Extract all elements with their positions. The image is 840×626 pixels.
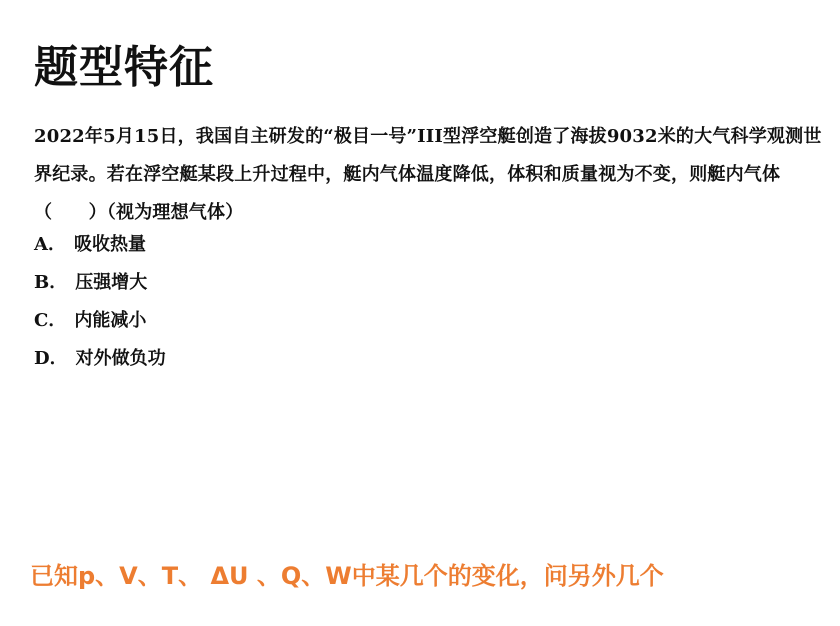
slide-title: 题型特征 bbox=[34, 42, 214, 93]
question-stem bbox=[34, 118, 824, 232]
option-letter: A． bbox=[34, 234, 66, 255]
option-a bbox=[34, 226, 166, 264]
option-c bbox=[34, 302, 166, 340]
footer-prompt: 已知p、V、T、 ΔU 、Q、W中某几个的变化，问另外几个 bbox=[30, 562, 664, 590]
option-text: 对外做负功 bbox=[75, 348, 166, 369]
question-text: 2022年5月15日，我国自主研发的“极目一号”III型浮空艇创造了海拔9032米的大气科学观测世界纪录。若在浮空艇某段上升过程中，艇内气体温度降低，体积和质量视为不变，则艇内气体（ ）（视为理想气体） bbox=[34, 126, 822, 223]
option-d bbox=[34, 340, 166, 378]
option-letter: D． bbox=[34, 348, 68, 369]
option-text: 吸收热量 bbox=[73, 234, 146, 255]
answer-options bbox=[34, 226, 166, 378]
option-letter: C． bbox=[34, 310, 67, 331]
option-text: 压强增大 bbox=[75, 272, 148, 293]
option-text: 内能减小 bbox=[74, 310, 147, 331]
option-b bbox=[34, 264, 166, 302]
option-letter: B． bbox=[34, 272, 68, 293]
